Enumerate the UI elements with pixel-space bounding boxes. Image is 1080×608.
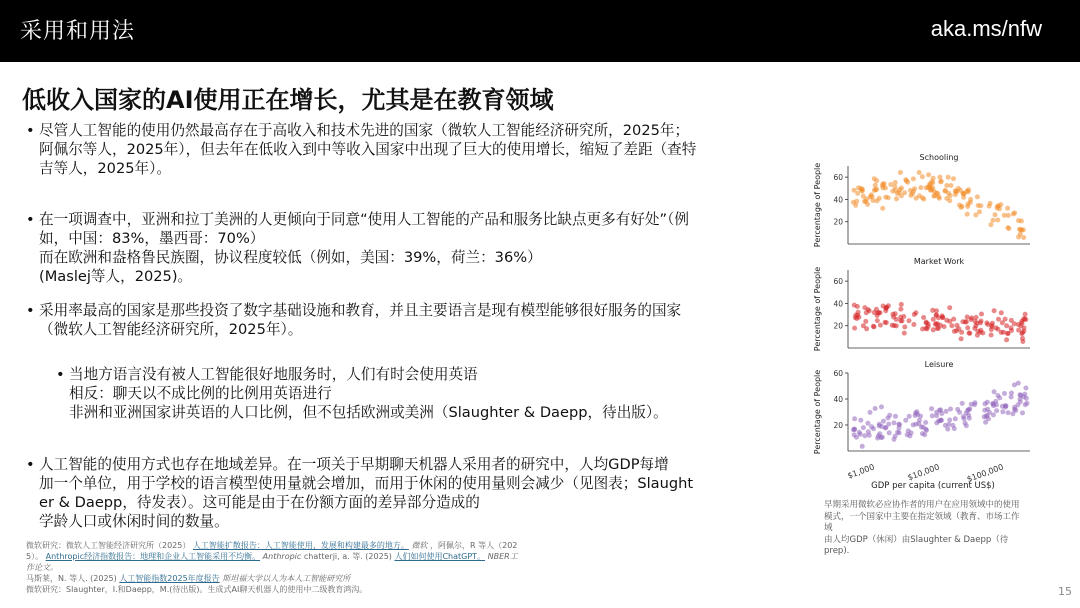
data-point: [992, 389, 997, 394]
data-point: [862, 305, 867, 310]
data-point: [902, 324, 907, 329]
bullet-line: 吉等人，2025年）。: [39, 160, 171, 177]
data-point: [999, 310, 1004, 315]
data-point: [887, 430, 892, 435]
data-point: [931, 176, 936, 181]
reference-link[interactable]: 人工智能扩散报告：人工智能使用、发展和构建最多的地方。: [192, 541, 409, 550]
data-point: [979, 312, 984, 317]
data-point: [863, 199, 868, 204]
data-point: [1023, 386, 1028, 391]
data-point: [894, 196, 899, 201]
data-point: [1018, 399, 1023, 404]
data-point: [960, 401, 965, 406]
y-axis-label: Percentage of People: [813, 266, 822, 352]
data-point: [1024, 396, 1029, 401]
data-point: [964, 411, 969, 416]
data-point: [902, 190, 907, 195]
data-point: [940, 315, 945, 320]
data-point: [983, 420, 988, 425]
reference-text: 微软: [411, 541, 428, 550]
bullet-line: 在一项调查中，亚洲和拉丁美洲的人更倾向于同意“使用人工智能的产品和服务比缺点更多有好处”（例: [39, 211, 689, 228]
data-point: [883, 425, 888, 430]
data-point: [921, 425, 926, 430]
data-point: [879, 404, 884, 409]
bullet-marker: •: [56, 366, 65, 383]
data-point: [1005, 225, 1010, 230]
data-point: [936, 326, 941, 331]
caption-line: prep).: [824, 546, 850, 556]
data-point: [953, 416, 958, 421]
bullet-line: 尽管人工智能的使用仍然最高存在于高收入和技术先进的国家（微软人工智能经济研究所，2025年；: [39, 122, 690, 139]
data-point: [955, 407, 960, 412]
reference-text: 微软研究：微软人工智能经济研究所（2025）: [26, 541, 191, 550]
data-point: [944, 409, 949, 414]
data-point: [858, 418, 863, 423]
data-point: [956, 326, 961, 331]
data-point: [911, 322, 916, 327]
data-point: [894, 317, 899, 322]
data-point: [925, 326, 930, 331]
bullet-line: （微软人工智能经济研究所，2025年）。: [39, 321, 303, 338]
data-point: [950, 423, 955, 428]
data-point: [943, 189, 948, 194]
data-point: [853, 203, 858, 208]
data-point: [984, 320, 989, 325]
data-point: [995, 393, 1000, 398]
reference-text: chatterji, a. 等. (2025): [303, 552, 392, 561]
data-point: [982, 414, 987, 419]
data-point: [893, 434, 898, 439]
data-point: [931, 317, 936, 322]
data-point: [886, 195, 891, 200]
data-point: [994, 325, 999, 330]
data-point: [1009, 318, 1014, 323]
data-point: [878, 310, 883, 315]
data-point: [1004, 337, 1009, 342]
data-point: [926, 172, 931, 177]
data-point: [868, 194, 873, 199]
data-point: [864, 310, 869, 315]
data-point: [1023, 402, 1028, 407]
data-point: [945, 427, 950, 432]
reference-text: 5）。: [26, 552, 44, 561]
data-point: [934, 413, 939, 418]
data-point: [948, 407, 953, 412]
data-point: [1020, 321, 1025, 326]
data-point: [852, 432, 857, 437]
data-point: [903, 418, 908, 423]
data-point: [887, 413, 892, 418]
data-point: [906, 428, 911, 433]
data-point: [871, 324, 876, 329]
reference-link[interactable]: Anthropic经济指数报告：地理和企业人工智能采用不均衡。: [45, 552, 261, 561]
data-point: [897, 430, 902, 435]
bullet-5: [26, 455, 761, 531]
y-tick-label: 20: [833, 217, 843, 227]
data-point: [899, 302, 904, 307]
data-point: [898, 307, 903, 312]
y-tick-label: 40: [833, 299, 843, 309]
data-point: [893, 414, 898, 419]
reference-line: [26, 573, 596, 584]
data-point: [884, 306, 889, 311]
data-point: [975, 333, 980, 338]
data-point: [1010, 411, 1015, 416]
bullet-1: [26, 121, 761, 178]
data-point: [872, 176, 877, 181]
data-point: [898, 318, 903, 323]
data-point: [966, 202, 971, 207]
data-point: [920, 174, 925, 179]
data-point: [877, 423, 882, 428]
short-link[interactable]: aka.ms/nfw: [930, 16, 1042, 41]
caption-line: 早期采用微软必应协作者的用户在应用领域中的使用: [824, 500, 1020, 510]
data-point: [964, 423, 969, 428]
y-tick-label: 20: [833, 321, 843, 331]
data-point: [952, 329, 957, 334]
panel-title: Schooling: [919, 153, 959, 162]
data-point: [1002, 213, 1007, 218]
data-point: [855, 304, 860, 309]
data-point: [990, 401, 995, 406]
caption-line: 模式，一个国家中主要在指定领域（教育、市场工作: [824, 511, 1020, 522]
data-point: [853, 313, 858, 318]
data-point: [908, 188, 913, 193]
y-axis-label: Percentage of People: [813, 369, 822, 455]
header-bar: [0, 0, 1080, 62]
data-point: [1004, 403, 1009, 408]
data-point: [861, 425, 866, 430]
bullet-marker: •: [26, 302, 35, 319]
data-point: [922, 432, 927, 437]
data-point: [973, 319, 978, 324]
data-point: [999, 330, 1004, 335]
reference-text: Anthropic: [262, 552, 302, 561]
data-point: [852, 188, 857, 193]
data-point: [1002, 391, 1007, 396]
data-point: [881, 181, 886, 186]
data-point: [946, 175, 951, 180]
page-number: 15: [1058, 585, 1072, 598]
data-point: [985, 400, 990, 405]
data-point: [890, 189, 895, 194]
data-point: [858, 186, 863, 191]
x-tick-label: $10,000: [906, 462, 941, 483]
data-point: [1021, 235, 1026, 240]
data-point: [880, 206, 885, 211]
bullet-2: [26, 210, 761, 286]
data-point: [893, 180, 898, 185]
data-point: [1011, 212, 1016, 217]
data-point: [935, 322, 940, 327]
data-point: [911, 176, 916, 181]
section-title: 采用和用法: [20, 19, 136, 44]
data-point: [878, 323, 883, 328]
data-point: [933, 193, 938, 198]
reference-text: 斯坦福大学以人为本人工智能研究所: [222, 574, 351, 583]
data-point: [992, 308, 997, 313]
data-point: [914, 422, 919, 427]
references: [26, 540, 596, 595]
data-point: [968, 197, 973, 202]
data-point: [1000, 409, 1005, 414]
data-point: [869, 424, 874, 429]
y-axis-label: Percentage of People: [813, 162, 822, 248]
data-point: [852, 416, 857, 421]
reference-line: 微软研究：Slaughter，I.和Daepp，M.(待出版)。生成式AI聊天机器人的使用中二级教育鸿沟。: [26, 585, 368, 594]
data-point: [897, 422, 902, 427]
bullet-marker: •: [26, 456, 35, 473]
data-point: [918, 185, 923, 190]
slide-title: 低收入国家的AI使用正在增长，尤其是在教育领域: [22, 86, 554, 114]
data-point: [959, 336, 964, 341]
data-point: [991, 218, 996, 223]
data-point: [939, 418, 944, 423]
data-point: [944, 318, 949, 323]
x-tick-label: $1,000: [846, 462, 876, 481]
bullet-line: 而在欧洲和盎格鲁民族圈，协议程度较低（例如，美国：39%，荷兰：36%）: [39, 249, 542, 266]
data-point: [907, 434, 912, 439]
data-point: [930, 413, 935, 418]
data-point: [978, 320, 983, 325]
data-point: [975, 194, 980, 199]
reference-line: [26, 551, 596, 562]
data-point: [923, 420, 928, 425]
reference-line: [26, 562, 596, 573]
data-point: [947, 418, 952, 423]
data-point: [947, 305, 952, 310]
data-point: [959, 205, 964, 210]
data-point: [965, 315, 970, 320]
data-point: [996, 317, 1001, 322]
data-point: [907, 318, 912, 323]
bullet-line: 学龄人口或休闲时间的数量。: [39, 513, 229, 530]
y-tick-label: 20: [833, 421, 843, 430]
panel-title: Market Work: [913, 257, 965, 266]
reference-text: 马斯莱，N. 等人. (2025): [26, 574, 117, 583]
data-point: [898, 170, 903, 175]
data-point: [852, 326, 857, 331]
data-point: [874, 187, 879, 192]
data-point: [865, 421, 870, 426]
data-point: [1004, 323, 1009, 328]
data-point: [1019, 331, 1024, 336]
data-point: [892, 420, 897, 425]
data-point: [877, 431, 882, 436]
data-point: [852, 427, 857, 432]
caption-line: 由人均GDP（休闲）由Slaughter & Daepp（待: [824, 534, 1009, 545]
data-point: [895, 191, 900, 196]
data-point: [989, 333, 994, 338]
data-point: [1009, 391, 1014, 396]
data-point: [967, 331, 972, 336]
bullet-4: [56, 365, 761, 422]
data-point: [907, 414, 912, 419]
figure-caption: [824, 500, 1042, 558]
data-point: [860, 444, 865, 449]
bullet-marker: •: [26, 122, 35, 139]
reference-text: ，阿佩尔，R 等人（202: [430, 541, 518, 550]
data-point: [987, 410, 992, 415]
data-point: [988, 222, 993, 227]
data-point: [1021, 227, 1026, 232]
data-point: [867, 433, 872, 438]
caption-line: 域: [824, 523, 833, 533]
data-point: [913, 310, 918, 315]
data-point: [1003, 317, 1008, 322]
data-point: [964, 319, 969, 324]
x-tick-label: $100,000: [965, 462, 1005, 484]
data-point: [934, 420, 939, 425]
data-point: [926, 185, 931, 190]
data-point: [997, 206, 1002, 211]
bullet-line: (Maslej等人，2025)。: [39, 268, 193, 285]
data-point: [1006, 410, 1011, 415]
data-point: [967, 407, 972, 412]
data-point: [995, 218, 1000, 223]
reference-line: [26, 540, 596, 551]
data-point: [938, 407, 943, 412]
data-point: [949, 323, 954, 328]
bullet-marker: •: [26, 211, 35, 228]
bullet-line: 阿佩尔等人，2025年），但去年在低收入到中等收入国家中出现了巨大的使用增长，缩短了差距（查特: [39, 141, 697, 158]
data-point: [962, 191, 967, 196]
y-tick-label: 40: [833, 395, 843, 404]
data-point: [894, 323, 899, 328]
data-point: [888, 182, 893, 187]
bullet-line: er & Daepp，待发表）。这可能是由于在份额方面的差异部分造成的: [39, 494, 480, 511]
bullet-line: 加一个单位，用于学校的语言模型使用量就会增加，而用于休闲的使用量则会减少（见图表；Slaught: [39, 475, 694, 492]
y-tick-label: 60: [833, 173, 843, 183]
data-point: [863, 319, 868, 324]
data-point: [868, 410, 873, 415]
bullet-3: [26, 301, 761, 339]
data-point: [917, 418, 922, 423]
data-point: [917, 170, 922, 175]
bullet-line: 人工智能的使用方式也存在地域差异。在一项关于早期聊天机器人采用者的研究中，人均GDP每增: [39, 456, 669, 473]
data-point: [1022, 316, 1027, 321]
data-point: [1016, 381, 1021, 386]
reference-link[interactable]: 人们如何使用ChatGPT。: [394, 552, 486, 561]
y-tick-label: 60: [833, 277, 843, 287]
data-point: [948, 193, 953, 198]
reference-link[interactable]: 人工智能指数2025年度报告: [119, 574, 220, 583]
data-point: [921, 315, 926, 320]
data-point: [873, 406, 878, 411]
data-point: [939, 179, 944, 184]
bullet-line: 如，中国：83%，墨西哥：70%）: [39, 230, 265, 247]
data-point: [1016, 218, 1021, 223]
data-point: [951, 317, 956, 322]
data-point: [903, 177, 908, 182]
data-point: [924, 320, 929, 325]
data-point: [899, 186, 904, 191]
data-point: [1023, 312, 1028, 317]
scatter-figure: [808, 148, 1040, 498]
data-point: [965, 212, 970, 217]
data-point: [993, 212, 998, 217]
data-point: [978, 203, 983, 208]
data-point: [875, 318, 880, 323]
data-point: [989, 324, 994, 329]
y-tick-label: 60: [833, 369, 843, 378]
data-point: [1005, 206, 1010, 211]
data-point: [967, 416, 972, 421]
data-point: [877, 196, 882, 201]
data-point: [937, 196, 942, 201]
data-point: [982, 408, 987, 413]
data-point: [881, 419, 886, 424]
data-point: [861, 194, 866, 199]
bullet-line: 相反：聊天以不成比例的比例用英语进行: [69, 385, 332, 402]
data-point: [973, 213, 978, 218]
data-point: [1009, 328, 1014, 333]
data-point: [969, 402, 974, 407]
data-point: [1020, 410, 1025, 415]
bullet-line: 当地方语言没有被人工智能很好地服务时，人们有时会使用英语: [69, 366, 478, 383]
reference-text: NBER工: [487, 552, 518, 561]
bullet-line: 非洲和亚洲国家讲英语的人口比例，但不包括欧洲或美洲（Slaughter & Daepp，待出版）。: [69, 404, 668, 421]
data-point: [902, 331, 907, 336]
data-point: [929, 406, 934, 411]
data-point: [949, 183, 954, 188]
data-point: [930, 308, 935, 313]
x-axis-label: GDP per capita (current US$): [871, 481, 995, 491]
data-point: [1016, 235, 1021, 240]
y-tick-label: 40: [833, 195, 843, 205]
data-point: [965, 325, 970, 330]
bullet-line: 采用率最高的国家是那些投资了数字基础设施和教育，并且主要语言是现有模型能够很好服务的国家: [39, 302, 682, 319]
data-point: [914, 196, 919, 201]
data-point: [861, 323, 866, 328]
reference-text: 作论文。: [26, 563, 58, 572]
data-point: [1020, 336, 1025, 341]
data-point: [994, 408, 999, 413]
data-point: [951, 176, 956, 181]
panel-title: Leisure: [924, 360, 954, 369]
data-point: [862, 433, 867, 438]
data-point: [883, 320, 888, 325]
data-point: [988, 201, 993, 206]
